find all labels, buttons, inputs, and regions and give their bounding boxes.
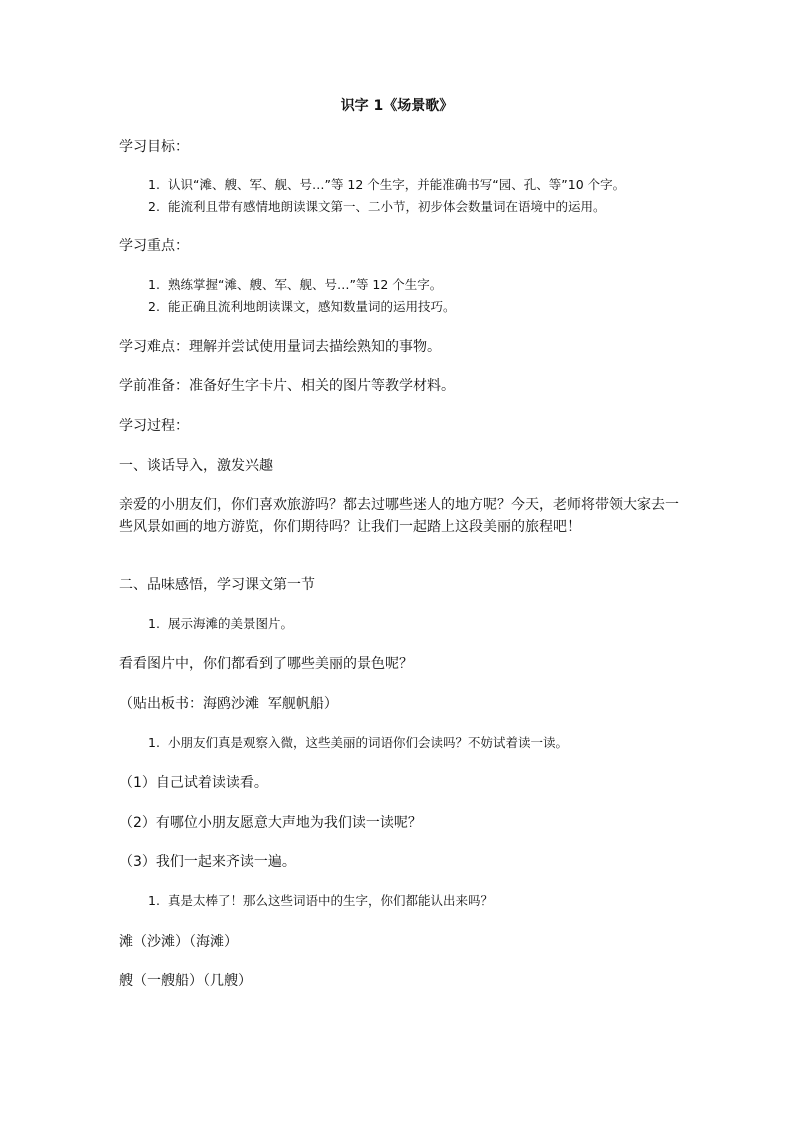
key-points-heading: 学习重点： <box>119 238 189 254</box>
goal-item-2 <box>148 198 678 216</box>
section1-paragraph: 亲爱的小朋友们，你们喜欢旅游吗？都去过哪些迷人的地方呢？今天，老师将带领大家去一些风景如画的地方游览，你们期待吗？让我们一起踏上这段美丽的旅程吧！ <box>119 497 679 535</box>
sub-step-2: （2）有哪位小朋友愿意大声地为我们读一读呢？ <box>119 815 422 831</box>
list-item-text: 能流利且带有感情地朗读课文第一、二小节，初步体会数量词在语境中的运用。 <box>168 199 606 214</box>
key-point-item-1 <box>148 276 678 294</box>
document-title: 识字 1《场景歌》 <box>340 98 454 114</box>
list-number: 1. <box>148 893 160 908</box>
section1-heading: 一、谈话导入，激发兴趣 <box>119 458 273 474</box>
key-point-item-2 <box>148 298 678 316</box>
list-number: 1. <box>148 277 160 292</box>
sub-step-1: （1）自己试着读读看。 <box>119 775 268 791</box>
list-number: 1. <box>148 177 160 192</box>
word-line-2: 艘（一艘船）（几艘） <box>119 973 252 989</box>
list-item-text: 小朋友们真是观察入微，这些美丽的词语你们会读吗？不妨试着读一读。 <box>168 735 569 750</box>
list-number: 1. <box>148 735 160 750</box>
list-item-text: 能正确且流利地朗读课文，感知数量词的运用技巧。 <box>168 299 456 314</box>
board-paragraph: （贴出板书：海鸥沙滩 军舰帆船） <box>119 696 338 712</box>
question-paragraph: 看看图片中，你们都看到了哪些美丽的景色呢？ <box>119 656 413 672</box>
word-line-1: 滩（沙滩）（海滩） <box>119 934 238 950</box>
difficulty-paragraph: 学习难点：理解并尝试使用量词去描绘熟知的事物。 <box>119 339 441 355</box>
sub-step-3: （3）我们一起来齐读一遍。 <box>119 854 296 870</box>
list-item-text: 真是太棒了！那么这些词语中的生字，你们都能认出来吗？ <box>168 893 494 908</box>
list-number: 2. <box>148 299 160 314</box>
step-item-3 <box>148 892 678 910</box>
list-number: 1. <box>148 616 160 631</box>
step-item-1 <box>148 615 678 633</box>
goals-heading: 学习目标： <box>119 139 189 155</box>
section2-heading: 二、品味感悟，学习课文第一节 <box>119 577 315 593</box>
preparation-paragraph: 学前准备：准备好生字卡片、相关的图片等教学材料。 <box>119 378 455 394</box>
goal-item-1 <box>148 176 678 194</box>
list-item-text: 展示海滩的美景图片。 <box>168 616 294 631</box>
list-number: 2. <box>148 199 160 214</box>
process-heading: 学习过程： <box>119 418 189 434</box>
list-item-text: 熟练掌握“滩、艘、军、舰、号…”等 12 个生字。 <box>168 277 443 292</box>
step-item-2 <box>148 734 678 752</box>
list-item-text: 认识“滩、艘、军、舰、号…”等 12 个生字，并能准确书写“园、孔、等”10 个字。 <box>168 177 626 192</box>
